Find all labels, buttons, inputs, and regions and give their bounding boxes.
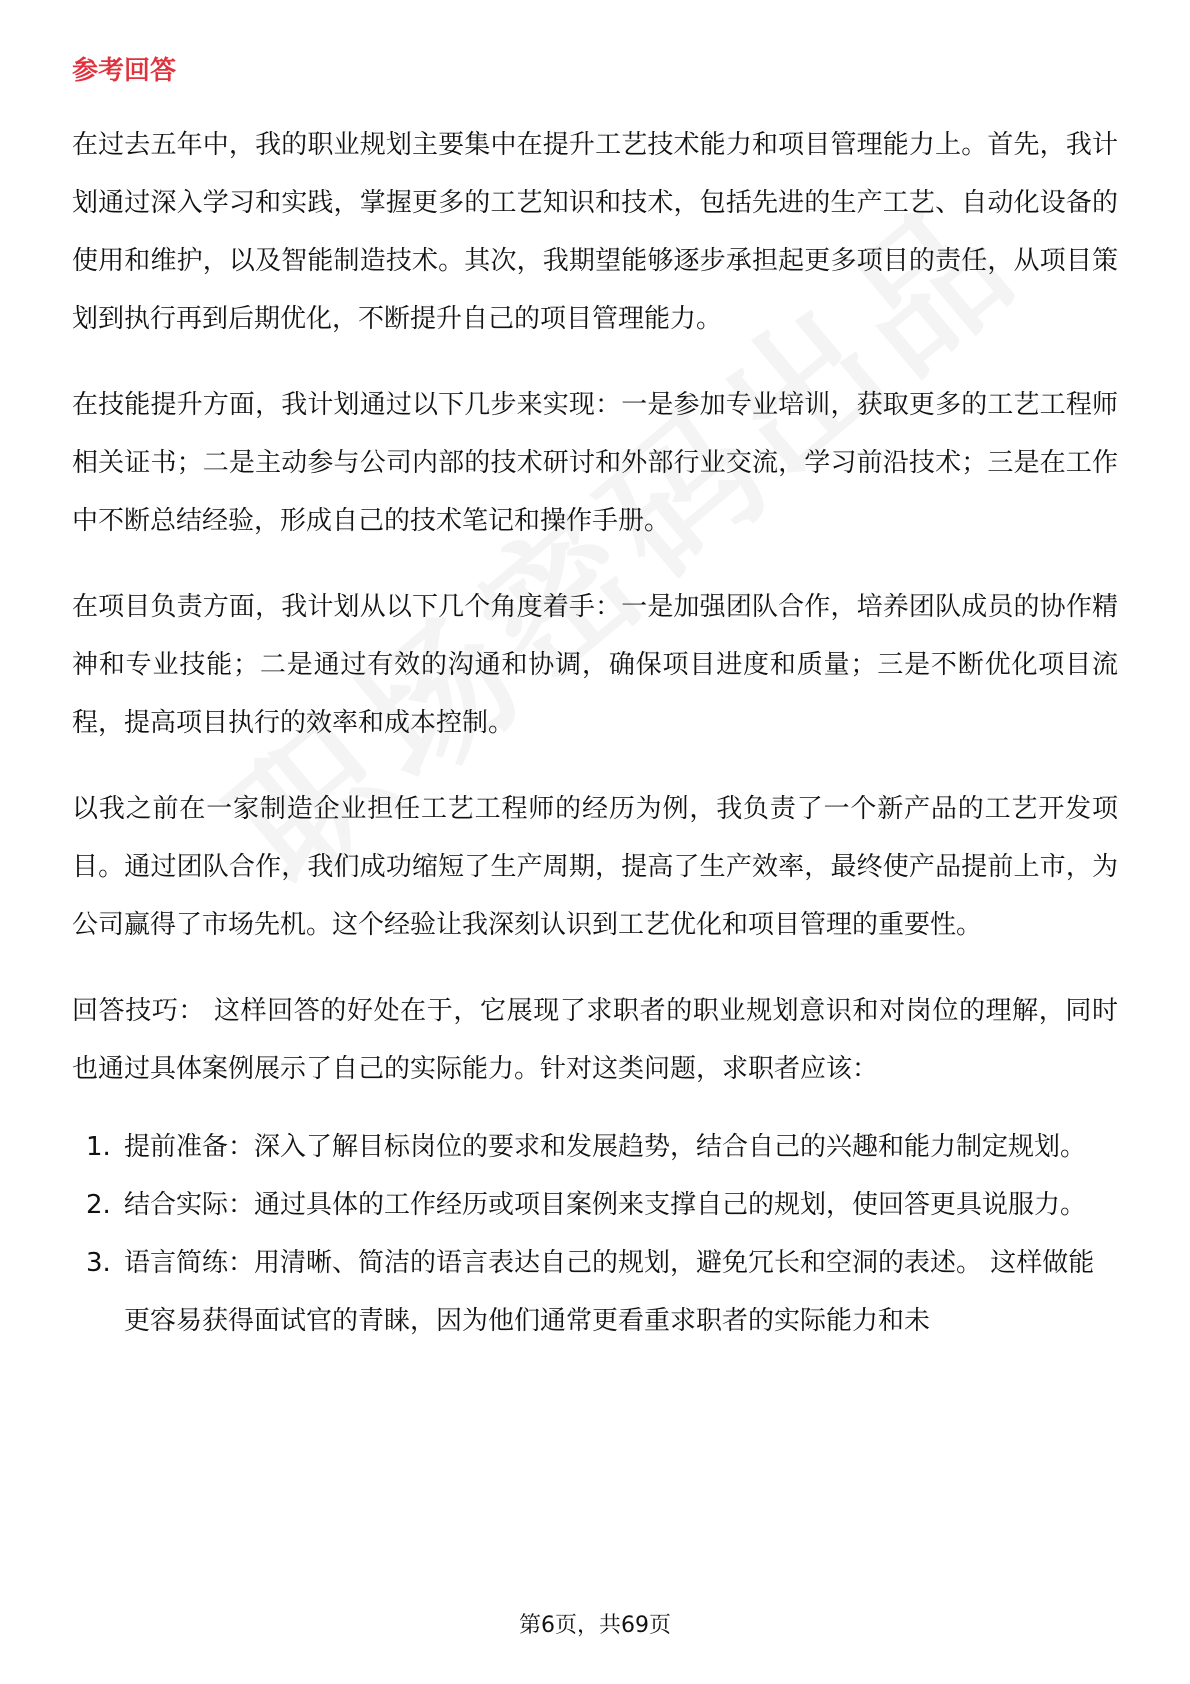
list-item-number: 1. (86, 1132, 111, 1162)
list-item-number: 3. (86, 1248, 111, 1278)
answer-body (72, 116, 1118, 1350)
list-item (72, 1234, 1118, 1350)
section-heading: 参考回答 (72, 56, 177, 86)
list-item-text: 语言简练：用清晰、简洁的语言表达自己的规划，避免冗长和空洞的表述。 这样做能更容易获得面试官的青睐，因为他们通常更看重求职者的实际能力和未 (124, 1248, 1095, 1336)
paragraph-project-responsibility: 在项目负责方面，我计划从以下几个角度着手：一是加强团队合作，培养团队成员的协作精神和专业技能；二是通过有效的沟通和协调，确保项目进度和质量；三是不断优化项目流程，提高项目执行的效率和成本控制。 (72, 592, 1118, 738)
paragraph-experience-example: 以我之前在一家制造企业担任工艺工程师的经历为例，我负责了一个新产品的工艺开发项目。通过团队合作，我们成功缩短了生产周期，提高了生产效率，最终使产品提前上市，为公司赢得了市场先机。这个经验让我深刻认识到工艺优化和项目管理的重要性。 (72, 794, 1118, 940)
list-item-text: 结合实际：通过具体的工作经历或项目案例来支撑自己的规划，使回答更具说服力。 (124, 1190, 1087, 1220)
paragraph-career-plan: 在过去五年中，我的职业规划主要集中在提升工艺技术能力和项目管理能力上。首先，我计划通过深入学习和实践，掌握更多的工艺知识和技术，包括先进的生产工艺、自动化设备的使用和维护，以及智能制造技术。其次，我期望能够逐步承担起更多项目的责任，从项目策划到执行再到后期优化，不断提升自己的项目管理能力。 (72, 130, 1118, 334)
list-item-number: 2. (86, 1190, 111, 1220)
list-item-text: 提前准备：深入了解目标岗位的要求和发展趋势，结合自己的兴趣和能力制定规划。 (124, 1132, 1087, 1162)
paragraph-skill-improvement: 在技能提升方面，我计划通过以下几步来实现：一是参加专业培训，获取更多的工艺工程师相关证书；二是主动参与公司内部的技术研讨和外部行业交流，学习前沿技术；三是在工作中不断总结经验，形成自己的技术笔记和操作手册。 (72, 390, 1118, 536)
tips-list (72, 1118, 1118, 1350)
page-number: 第6页，共69页 (519, 1613, 671, 1638)
list-item (72, 1118, 1118, 1176)
list-item (72, 1176, 1118, 1234)
paragraph-answer-tips: 回答技巧： 这样回答的好处在于，它展现了求职者的职业规划意识和对岗位的理解，同时也通过具体案例展示了自己的实际能力。针对这类问题，求职者应该： (72, 996, 1118, 1084)
